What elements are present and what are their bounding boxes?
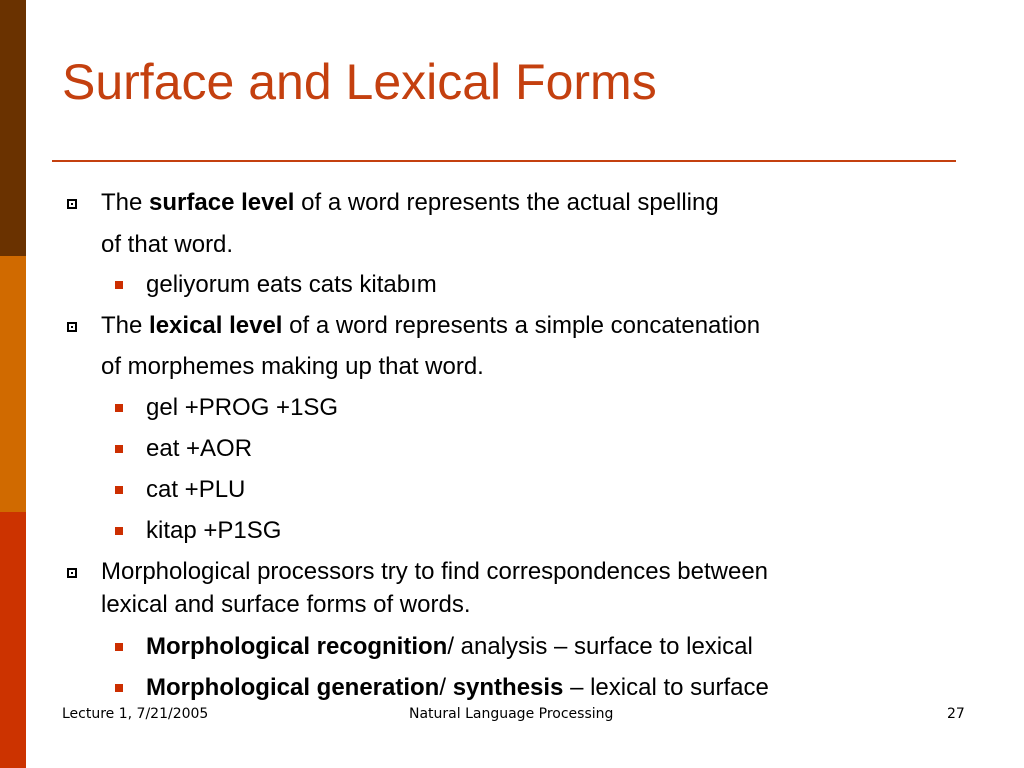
text-run: / analysis – surface to lexical	[447, 633, 753, 660]
footer-course-name: Natural Language Processing	[409, 706, 614, 722]
text-run: cat +PLU	[146, 476, 246, 503]
text-run: geliyorum eats cats kitabım	[146, 271, 437, 298]
filled-square-bullet	[115, 445, 123, 453]
sub-bullet-line	[146, 270, 437, 300]
text-run: of a word represents the actual spelling	[294, 189, 719, 216]
sub-bullet-line	[146, 516, 281, 546]
text-run: Morphological processors try to find correspondences between	[101, 558, 769, 585]
hollow-square-bullet	[67, 199, 77, 209]
bold-term: surface level	[149, 189, 295, 216]
filled-square-bullet	[115, 404, 123, 412]
sub-bullet-line	[146, 475, 245, 505]
bullet-line	[101, 188, 719, 218]
sub-bullet-line	[146, 632, 753, 662]
text-run: The	[101, 312, 150, 339]
text-run: The	[101, 189, 150, 216]
sub-bullet-line	[146, 393, 338, 423]
slide-title: Surface and Lexical Forms	[62, 54, 657, 110]
footer-page-number: 27	[947, 706, 965, 722]
bullet-line	[101, 557, 768, 587]
hollow-square-bullet	[67, 322, 77, 332]
text-run: kitap +P1SG	[146, 517, 282, 544]
filled-square-bullet	[115, 281, 123, 289]
text-run: gel +PROG +1SG	[146, 394, 339, 421]
text-run: /	[439, 674, 453, 701]
bullet-continuation: of morphemes making up that word.	[101, 353, 484, 380]
bold-term: synthesis	[452, 674, 564, 701]
text-run: of a word represents a simple concatenation	[282, 312, 761, 339]
hollow-square-bullet	[67, 568, 77, 578]
text-run: eat +AOR	[146, 435, 253, 462]
sub-bullet-line	[146, 434, 252, 464]
filled-square-bullet	[115, 684, 123, 692]
bullet-continuation: of that word.	[101, 231, 234, 258]
bold-term: Morphological recognition	[146, 633, 448, 660]
bullet-continuation: lexical and surface forms of words.	[101, 591, 471, 618]
bold-term: Morphological generation	[146, 674, 440, 701]
sub-bullet-line	[146, 673, 769, 703]
filled-square-bullet	[115, 527, 123, 535]
filled-square-bullet	[115, 643, 123, 651]
footer-lecture-date: Lecture 1, 7/21/2005	[62, 706, 209, 722]
bold-term: lexical level	[149, 312, 283, 339]
text-run: – lexical to surface	[563, 674, 769, 701]
filled-square-bullet	[115, 486, 123, 494]
bullet-line	[101, 311, 760, 341]
